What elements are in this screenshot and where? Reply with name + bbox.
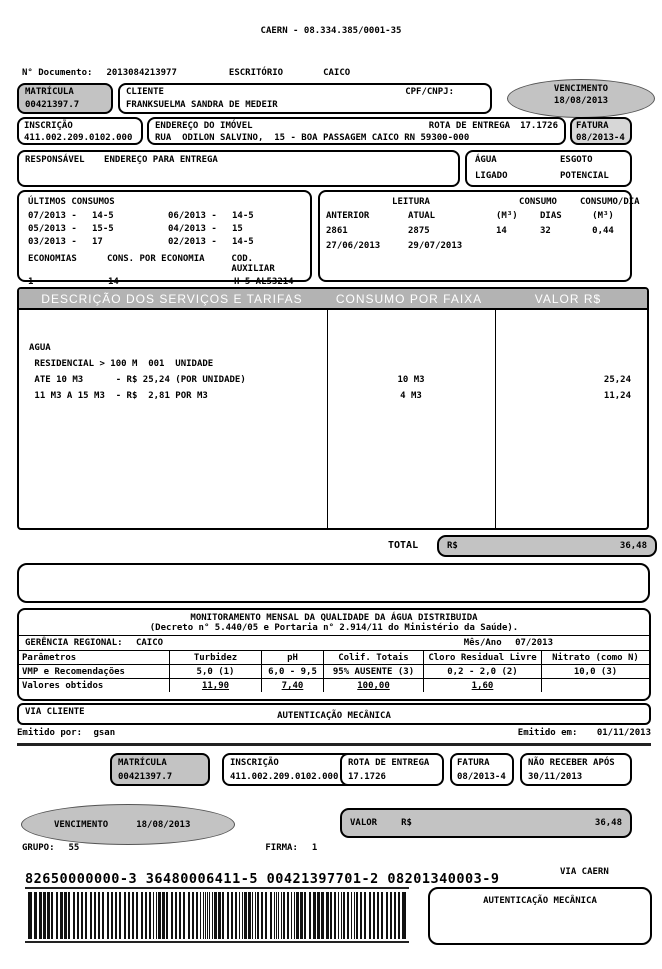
quality-table [19,650,649,692]
total-label: TOTAL [388,540,419,551]
service-row [19,356,647,372]
economias-label: ECONOMIAS [28,254,77,264]
agua-esgoto-box [465,150,632,187]
emitido-line [17,728,651,746]
atual-label: ATUAL [408,211,436,221]
cliente-box [118,83,492,114]
quality-cell: 5,0 (1) [169,664,261,678]
emitido-em-label: Emitido em: [517,728,578,738]
consumo-dia-value: 0,44 [592,226,614,236]
quality-title-1: MONITORAMENTO MENSAL DA QUALIDADE DA ÁGUA DISTRIBUIDA [190,613,478,623]
cons-economia-label: CONS. POR ECONOMIA [107,254,205,264]
stub-vencimento-stamp [21,804,235,845]
quality-cell: 10,0 (3) [541,664,649,678]
service-valor: 25,24 [603,375,631,385]
vencimento-stamp [507,79,655,118]
endereco-label: ENDEREÇO DO IMÓVEL [155,121,253,131]
entrega-label: ENDEREÇO PARA ENTREGA [104,155,218,165]
stub-valor-currency: R$ [401,818,412,828]
barcode [28,892,406,939]
mes-ano-label: Mês/Ano [463,638,502,648]
inscricao-value: 411.002.209.0102.000 [24,133,133,143]
hist-month: 04/2013 - [168,224,217,234]
fatura-label: FATURA [576,121,609,131]
leitura-atual: 2875 [408,226,430,236]
grupo-value: 55 [68,843,80,853]
stub-nao-receber-label: NÃO RECEBER APÓS [528,758,615,768]
table-divider-1 [327,308,328,528]
service-desc: 11 M3 A 15 M3 - R$ 2,81 POR M3 [29,391,208,401]
matricula-value: 00421397.7 [25,100,80,110]
services-table [17,287,649,530]
quality-header: Turbidez [169,650,261,664]
responsavel-label: RESPONSÁVEL [25,155,85,165]
dias-value: 32 [540,226,551,236]
hist-month: 07/2013 - [28,211,77,221]
quality-header: Nitrato (como N) [541,650,649,664]
stub-matricula-box [110,753,210,786]
cpf-label: CPF/CNPJ: [405,87,454,97]
endereco-value: RUA ODILON SALVINO, 15 - BOA PASSAGEM CAICO RN 59300-000 [155,133,470,143]
service-row [19,372,647,388]
quality-header: pH [261,650,323,664]
stub-fatura-box [450,753,514,786]
hist-value: 14-5 [232,211,254,221]
autenticacao-mecanica-label: AUTENTICAÇÃO MECÂNICA [277,711,391,721]
via-cliente-box [17,703,651,725]
office-name: CAICO [323,68,351,78]
consumo-title: CONSUMO [519,197,557,207]
quality-cell: 6,0 - 9,5 [261,664,323,678]
quality-header: Parâmetros [19,650,169,664]
service-desc: ATE 10 M3 - R$ 25,24 (POR UNIDADE) [29,375,246,385]
via-cliente-label: VIA CLIENTE [25,707,85,717]
via-caern-label: VIA CAERN [560,867,609,877]
service-valor [495,340,645,356]
quality-cell: VMP e Recomendações [19,664,169,678]
rota-value: 17.1726 [520,121,558,131]
barcode-top-rule [25,887,409,889]
caern-autenticacao-label: AUTENTICAÇÃO MECÂNICA [483,896,597,906]
m3-label: (M³) [496,211,518,221]
barcode-digit-line: 82650000000-3 36480006411-5 00421397701-2 08201340003-9 [25,871,500,887]
leitura-box [318,190,640,282]
data-atual: 29/07/2013 [408,241,463,251]
services-col-faixa: CONSUMO POR FAIXA [335,291,483,306]
barcode-bottom-rule [25,941,409,943]
m3dia-label: (M³) [592,211,614,221]
emitido-por-value: gsan [93,728,116,738]
total-value: 36,48 [619,541,647,551]
service-row [19,340,647,356]
office-label: ESCRITÓRIO [228,68,284,78]
service-faixa [327,340,495,356]
matricula-box [17,83,113,114]
service-valor [495,356,645,372]
stub-inscricao-label: INSCRIÇÃO [230,758,279,768]
quality-header: Colif. Totais [323,650,423,664]
fatura-box [570,117,632,145]
stub-nao-receber-value: 30/11/2013 [528,772,583,782]
grupo-label: GRUPO: [22,843,55,853]
firma-value: 1 [311,843,318,853]
cliente-label: CLIENTE [126,87,164,97]
dias-label: DIAS [540,211,562,221]
stub-valor-box [340,808,632,838]
hist-month: 05/2013 - [28,224,77,234]
agua-status: LIGADO [475,171,508,181]
services-col-descricao: DESCRIÇÃO DOS SERVIÇOS E TARIFAS [41,291,303,306]
quality-title-2: (Decreto n° 5.440/05 e Portaria n° 2.914/11 do Ministério da Saúde). [149,623,519,633]
company-header: CAERN - 08.334.385/0001-35 [260,26,402,36]
hist-value: 15 [232,224,243,234]
hist-value: 14-5 [232,237,254,247]
esgoto-status: POTENCIAL [560,171,609,181]
leitura-anterior: 2861 [326,226,348,236]
stub-fatura-value: 08/2013-4 [457,772,506,782]
stub-fatura-label: FATURA [457,758,490,768]
stub-matricula-value: 00421397.7 [118,772,173,782]
agua-label: ÁGUA [475,155,497,165]
stub-valor-value: 36,48 [594,818,622,828]
firma-label: FIRMA: [265,843,298,853]
document-number-line [22,68,350,78]
gerencia-label: GERÊNCIA REGIONAL: [25,638,123,648]
water-quality-box [17,608,651,701]
emitido-em-value: 01/11/2013 [596,728,651,738]
service-valor: 11,24 [603,391,631,401]
esgoto-label: ESGOTO [560,155,593,165]
quality-cell: Valores obtidos [19,678,169,692]
service-desc: RESIDENCIAL > 100 M 001 UNIDADE [29,359,214,369]
table-divider-2 [495,308,496,528]
gerencia-value: CAICO [135,638,164,648]
vencimento-label: VENCIMENTO [553,84,609,94]
cod-aux-value: H 5 AL53214 [234,277,294,287]
quality-cell: 1,60 [423,678,541,692]
responsavel-box [17,150,460,187]
stub-nao-receber-box [520,753,632,786]
stub-rota-value: 17.1726 [348,772,386,782]
hist-month: 03/2013 - [28,237,77,247]
economias-value: 1 [28,277,34,287]
hist-value: 15-5 [92,224,114,234]
quality-cell: 95% AUSENTE (3) [323,664,423,678]
inscricao-label: INSCRIÇÃO [24,121,73,131]
quality-cell: 7,40 [261,678,323,692]
service-row [19,388,647,404]
services-col-valor: VALOR R$ [534,291,602,306]
consumo-value: 14 [496,226,507,236]
fatura-value: 08/2013-4 [576,133,625,143]
document-number: 2013084213977 [106,68,177,78]
stub-vencimento-value: 18/08/2013 [136,819,191,830]
quality-cell: 100,00 [323,678,423,692]
quality-cell: 0,2 - 2,0 (2) [423,664,541,678]
vencimento-value: 18/08/2013 [553,96,609,106]
hist-month: 06/2013 - [168,211,217,221]
cliente-value: FRANKSUELMA SANDRA DE MEDEIR [126,100,278,110]
emitido-por-label: Emitido por: [17,728,83,738]
stub-matricula-label: MATRÍCULA [118,758,167,768]
service-faixa [327,356,495,372]
inscricao-box [17,117,143,145]
total-currency: R$ [447,541,458,551]
ultimos-consumos-box [17,190,312,287]
total-box [437,535,657,557]
matricula-label: MATRÍCULA [25,87,74,97]
caern-autenticacao-box [428,887,652,945]
service-faixa: 4 M3 [400,391,422,401]
document-number-label: N° Documento: [22,68,93,78]
anterior-label: ANTERIOR [326,211,370,221]
quality-header: Cloro Residual Livre [423,650,541,664]
cod-aux-label: COD. AUXILIAR [231,254,275,274]
grupo-firma-line [22,843,317,853]
consumo-dia-title: CONSUMO/DIA [580,197,640,207]
data-anterior: 27/06/2013 [326,241,381,251]
stub-rota-label: ROTA DE ENTREGA [348,758,430,768]
message-box [17,563,650,603]
quality-cell [541,678,649,692]
quality-cell: 11,90 [169,678,261,692]
service-faixa: 10 M3 [397,375,425,385]
rota-label: ROTA DE ENTREGA [428,121,511,131]
hist-month: 02/2013 - [168,237,217,247]
service-desc: AGUA [29,343,51,353]
cons-economia-value: 14 [108,277,119,287]
hist-value: 14-5 [92,211,114,221]
stub-rota-box [340,753,444,786]
hist-value: 17 [92,237,103,247]
stub-valor-label: VALOR [350,818,378,828]
mes-ano-value: 07/2013 [515,638,553,648]
stub-inscricao-value: 411.002.209.0102.000 [230,772,339,782]
quality-region-row [19,635,649,650]
endereco-box [147,117,566,145]
leitura-title: LEITURA [392,197,430,207]
stub-vencimento-label: VENCIMENTO [54,819,109,830]
ultimos-consumos-title: ÚLTIMOS CONSUMOS [28,197,115,207]
